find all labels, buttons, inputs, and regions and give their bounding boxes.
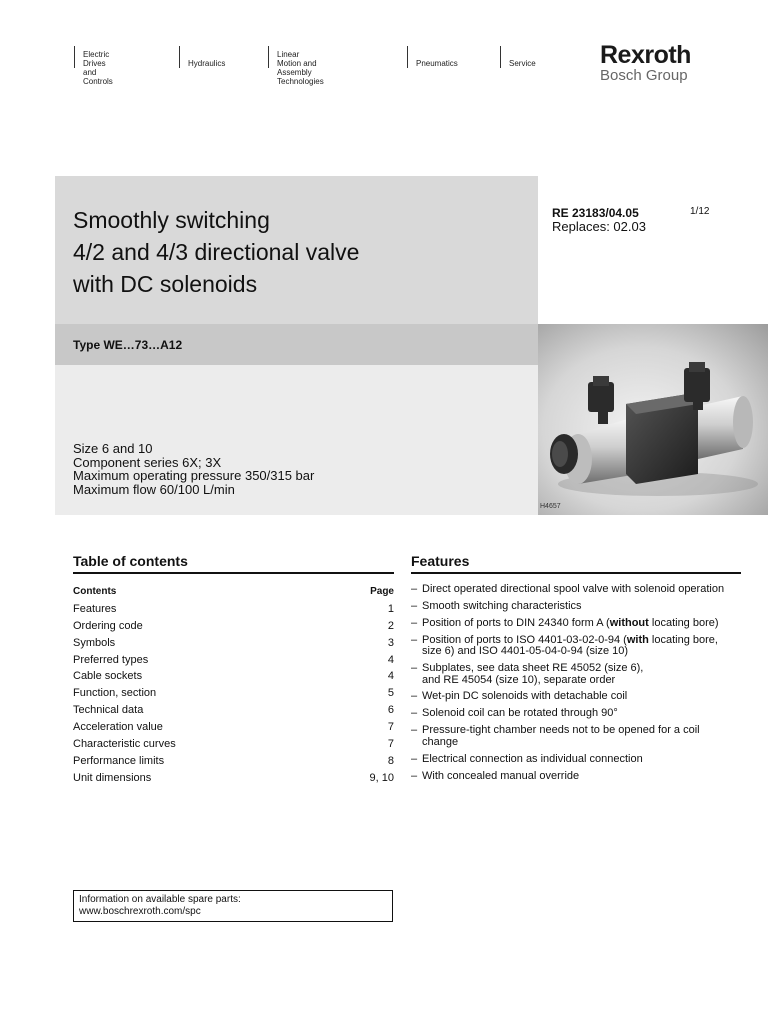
nav-label: and Controls (83, 68, 113, 86)
feature-item (411, 691, 741, 703)
toc-row[interactable] (73, 601, 394, 618)
features-heading: Features (411, 553, 470, 569)
feature-text: – Wet-pin DC solenoids with detachable coil (422, 690, 628, 703)
toc-label: Unit dimensions (73, 771, 152, 784)
feature-item (411, 771, 741, 783)
nav-label: Electric Drives (83, 50, 110, 68)
toc-label: Acceleration value (73, 721, 163, 734)
spec-line: Component series 6X; 3X (73, 454, 222, 470)
toc-rule (73, 572, 394, 574)
feature-text-part: locating bore, (648, 633, 718, 646)
product-photo (538, 324, 768, 515)
feature-item (411, 635, 741, 658)
brand-name: Rexroth (600, 41, 691, 69)
toc-row[interactable] (73, 753, 394, 770)
feature-item (411, 618, 741, 630)
type-label: Type WE…73…A12 (73, 338, 183, 352)
nav-label: Assembly Technologies (277, 68, 324, 86)
toc-label: Cable sockets (73, 670, 143, 683)
feature-item (411, 663, 741, 686)
document-number: RE 23183/04.05 (552, 206, 639, 220)
nav-electric-drives[interactable] (74, 46, 113, 86)
spare-parts-text: Information on available spare parts: (79, 894, 241, 905)
toc-label: Function, section (73, 687, 157, 700)
toc-row[interactable] (73, 652, 394, 669)
spec-summary (73, 442, 314, 496)
toc-label: Features (73, 602, 117, 615)
toc-label: Technical data (73, 704, 144, 717)
feature-text: and RE 45054 (size 10), separate order (422, 673, 616, 686)
nav-label: Linear Motion and (277, 50, 317, 68)
feature-item (411, 708, 741, 720)
toc-page: 4 (387, 670, 394, 683)
nav-pneumatics[interactable] (407, 46, 458, 68)
page-number: 1/12 (690, 206, 710, 217)
spec-line: Maximum flow 60/100 L/min (73, 481, 235, 497)
nav-label: Hydraulics (188, 59, 226, 68)
feature-text: – Solenoid coil can be rotated through 90° (422, 707, 618, 720)
toc-header-page: Page (370, 586, 394, 597)
brand-logo (600, 42, 720, 84)
features-rule (411, 572, 741, 574)
toc-row[interactable] (73, 635, 394, 652)
toc-row[interactable] (73, 719, 394, 736)
feature-text: – Direct operated directional spool valve with solenoid operation (422, 583, 725, 595)
toc-label: Symbols (73, 636, 116, 649)
toc-header-label: Contents (73, 586, 117, 597)
feature-text: – Subplates, see data sheet RE 45052 (size 6), (422, 662, 644, 675)
spec-line: Size 6 and 10 (73, 441, 153, 456)
toc-row[interactable] (73, 702, 394, 719)
spare-parts-info (73, 890, 393, 922)
nav-service[interactable] (500, 46, 536, 68)
feature-text-part: locating bore) (648, 616, 719, 629)
title-line: with DC solenoids (73, 271, 258, 297)
feature-emphasis: without (609, 616, 649, 629)
feature-item (411, 601, 741, 613)
feature-text-part: Position of ports to ISO 4401-03-02-0-94 ( (422, 633, 627, 646)
nav-linear-motion[interactable] (268, 46, 324, 86)
toc-row[interactable] (73, 736, 394, 753)
toc-label: Ordering code (73, 619, 143, 632)
toc-header-row (73, 584, 394, 601)
toc-page: 8 (387, 754, 394, 767)
toc-row[interactable] (73, 685, 394, 702)
toc-page: 9, 10 (369, 771, 394, 784)
features-list (411, 584, 741, 787)
spec-line: Maximum operating pressure 350/315 bar (73, 468, 315, 483)
toc-page: 7 (387, 738, 394, 751)
feature-text: – Pressure-tight chamber needs not to be opened for a coil (422, 724, 700, 737)
replaces-label: Replaces: 02.03 (552, 219, 646, 234)
feature-text: size 6) and ISO 4401-05-04-0-94 (size 10) (422, 645, 629, 658)
nav-label: Pneumatics (416, 59, 458, 68)
feature-item (411, 584, 741, 596)
toc-page: 6 (387, 704, 394, 717)
feature-emphasis: with (626, 633, 649, 646)
document-reference (552, 206, 646, 234)
toc-page: 4 (387, 653, 394, 666)
nav-label: Service (509, 59, 536, 68)
toc-page: 2 (387, 619, 394, 632)
feature-text: change (422, 735, 459, 748)
feature-text (422, 618, 741, 630)
nav-hydraulics[interactable] (179, 46, 225, 68)
title-line: 4/2 and 4/3 directional valve (73, 239, 360, 265)
feature-text-part: Position of ports to DIN 24340 form A ( (422, 616, 610, 629)
table-of-contents (73, 584, 394, 787)
toc-row[interactable] (73, 618, 394, 635)
toc-label: Performance limits (73, 754, 165, 767)
toc-page: 7 (387, 721, 394, 734)
feature-item (411, 725, 741, 748)
toc-row[interactable] (73, 770, 394, 787)
toc-heading: Table of contents (73, 553, 188, 569)
feature-item (411, 754, 741, 766)
feature-text: – With concealed manual override (422, 769, 580, 782)
toc-row[interactable] (73, 668, 394, 685)
document-title (73, 204, 533, 300)
toc-label: Characteristic curves (73, 738, 176, 751)
spare-parts-link[interactable]: www.boschrexroth.com/spc (79, 906, 201, 917)
valve-illustration (538, 324, 768, 515)
toc-label: Preferred types (73, 653, 149, 666)
toc-page: 1 (387, 602, 394, 615)
feature-text: – Smooth switching characteristics (422, 599, 582, 612)
toc-page: 5 (387, 687, 394, 700)
feature-text: – Electrical connection as individual connection (422, 752, 643, 765)
title-line: Smoothly switching (73, 207, 270, 233)
brand-subtitle: Bosch Group (600, 67, 688, 84)
toc-page: 3 (387, 636, 394, 649)
photo-id-label: H4657 (540, 503, 561, 510)
